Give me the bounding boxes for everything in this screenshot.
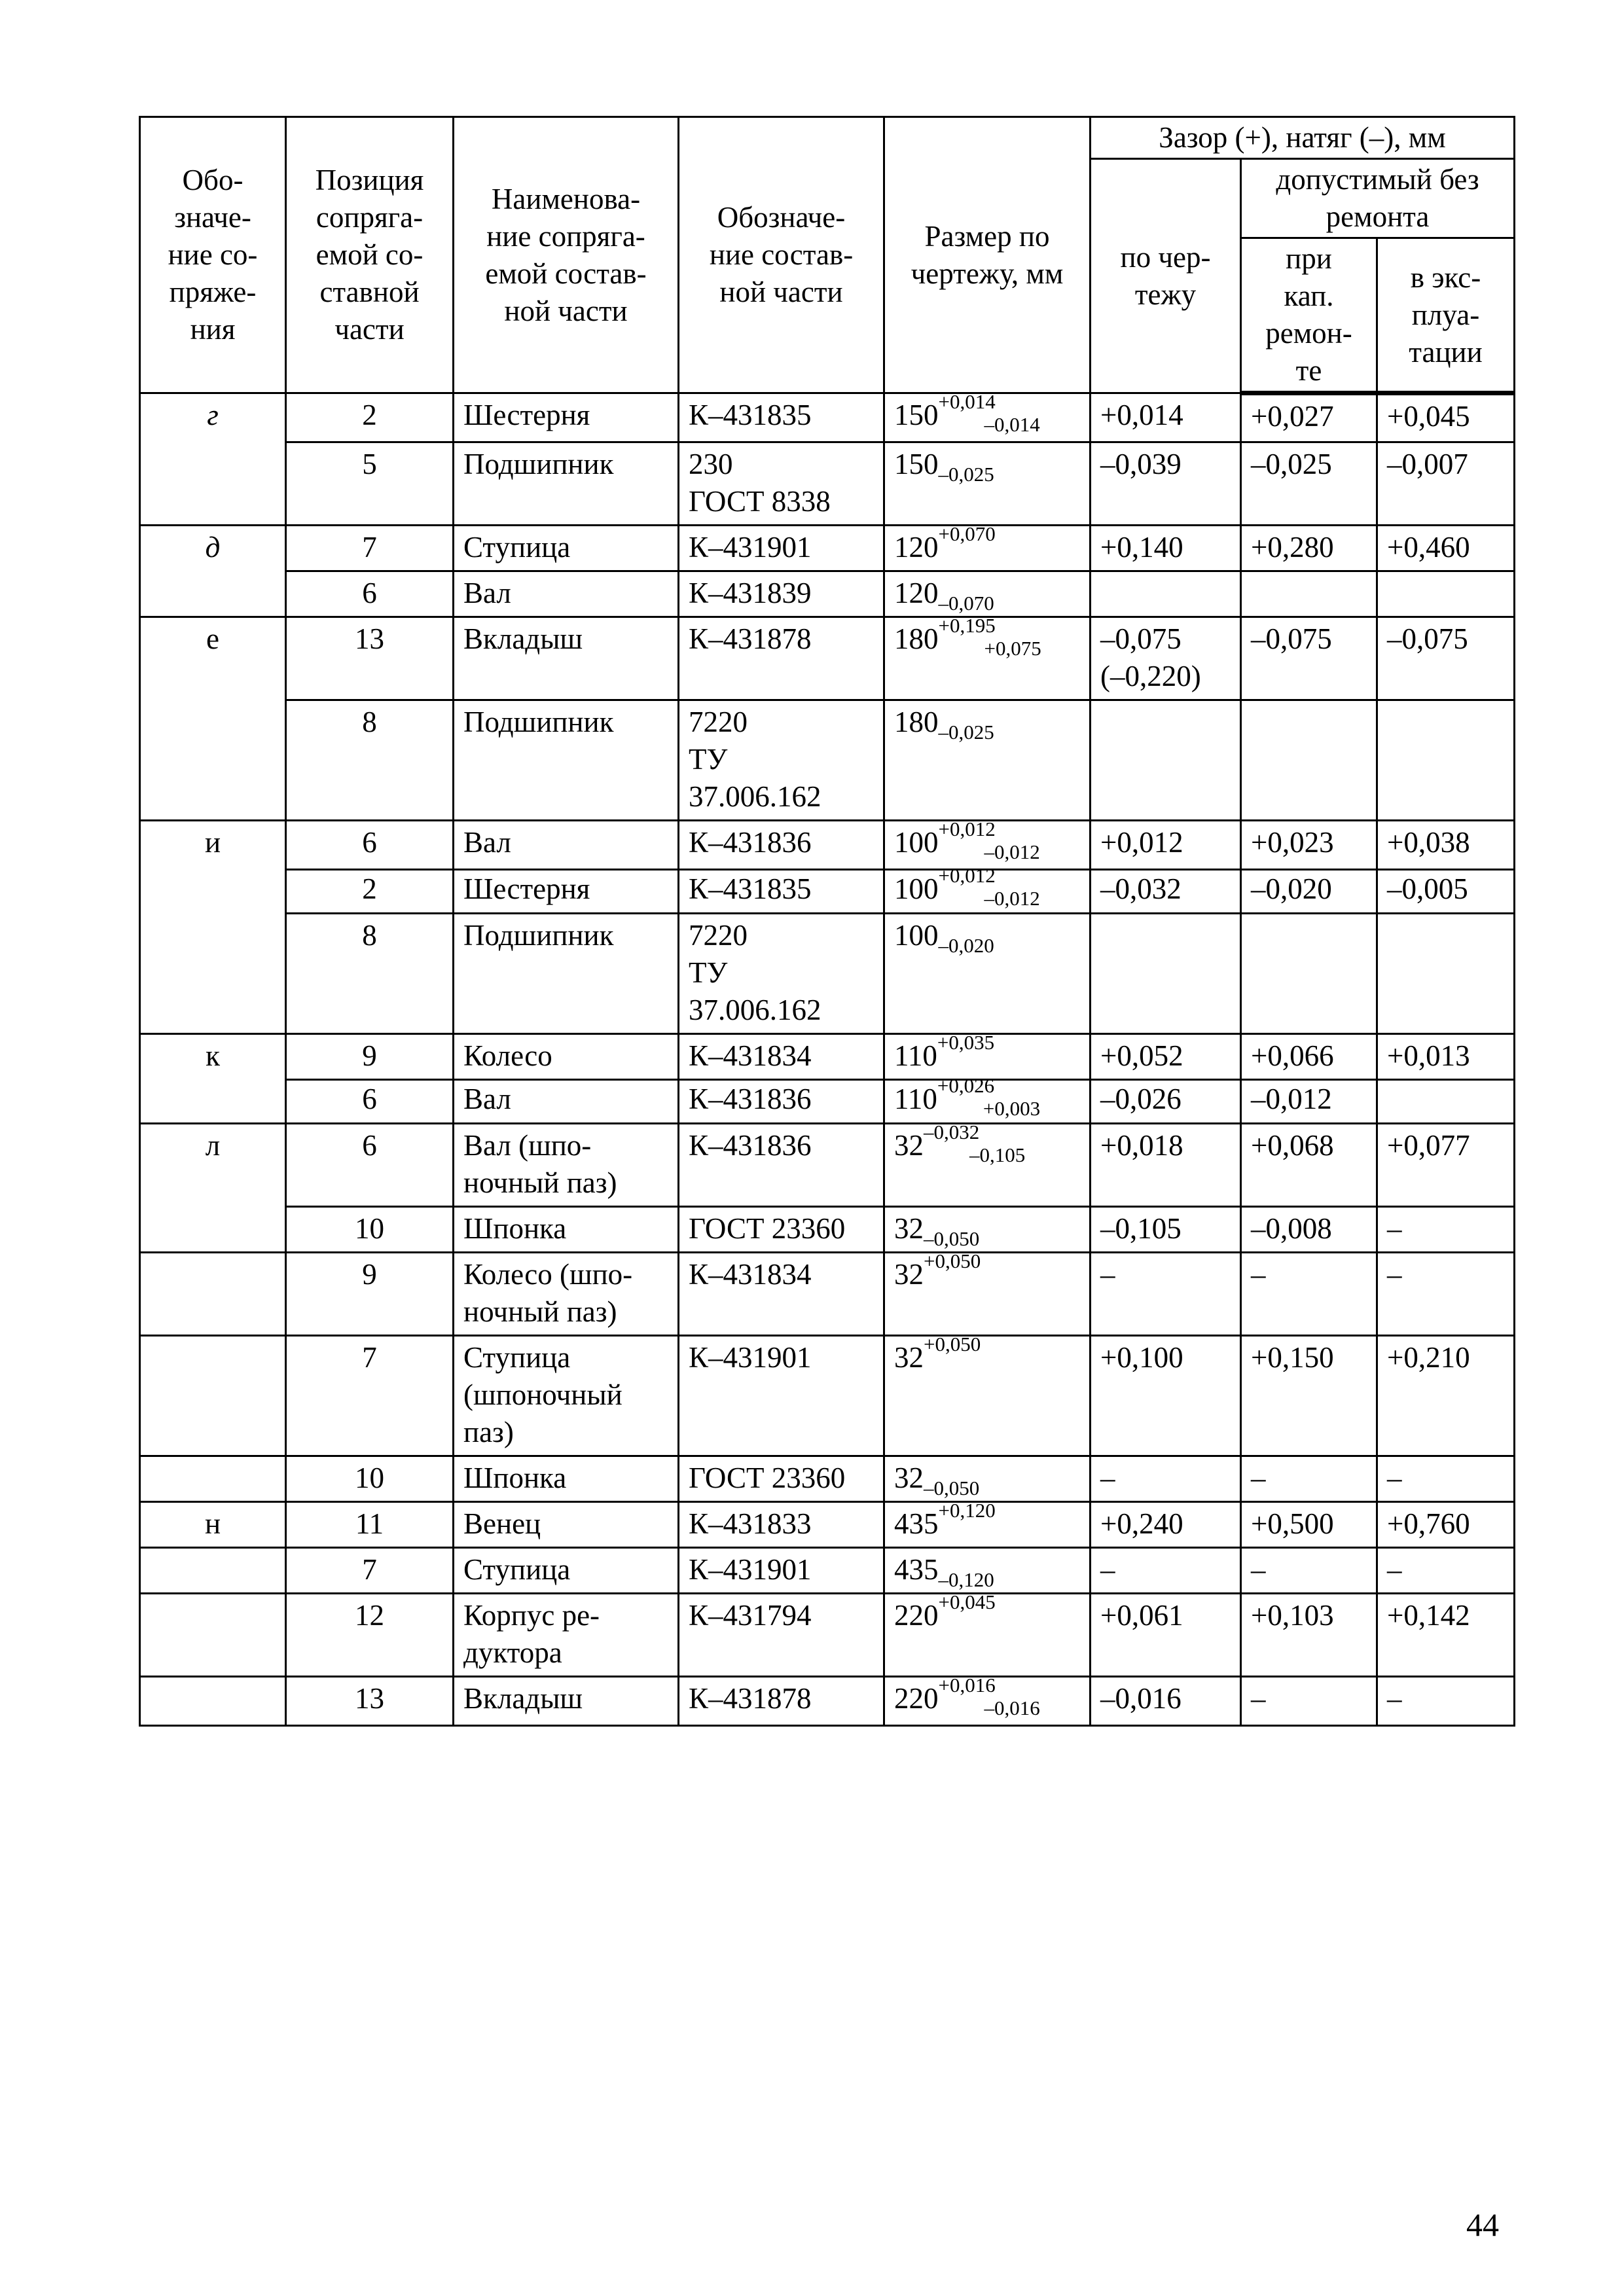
size-base: 150 <box>894 448 939 480</box>
cell-size <box>884 1590 1091 1677</box>
tolerance-lower: –0,105 <box>969 1143 1026 1166</box>
table-row <box>140 1677 1515 1726</box>
cell-group: г <box>140 393 286 526</box>
cell-size <box>884 914 1091 1034</box>
cell-by-drawing <box>1091 914 1241 1034</box>
header-overhaul: при кап. ремон- те <box>1241 238 1377 393</box>
cell-by-drawing: –0,105 <box>1091 1207 1241 1253</box>
cell-size <box>884 571 1091 617</box>
cell-overhaul: +0,103 <box>1241 1594 1377 1677</box>
size-tolerance <box>938 390 1040 437</box>
cell-name: Ступица (шпоночный паз) <box>454 1336 679 1456</box>
cell-designation: К–431901 <box>679 526 884 571</box>
cell-size <box>884 1249 1091 1336</box>
cell-position: 10 <box>286 1207 454 1253</box>
size-tolerance <box>938 1674 1040 1721</box>
cell-size <box>884 390 1091 442</box>
tolerance-lower: +0,003 <box>983 1097 1041 1120</box>
size-tolerance <box>938 522 996 549</box>
cell-overhaul: – <box>1241 1253 1377 1336</box>
tolerance-upper: +0,120 <box>938 1499 996 1522</box>
header-designation: Обозначе- ние состав- ной части <box>679 117 884 393</box>
table-row <box>140 1207 1515 1253</box>
table-row <box>140 571 1515 617</box>
cell-operation: +0,045 <box>1377 393 1515 442</box>
cell-by-drawing: – <box>1091 1456 1241 1502</box>
cell-operation: – <box>1377 1677 1515 1726</box>
cell-position: 13 <box>286 617 454 700</box>
header-allowed-title: допустимый без ремонта <box>1241 159 1515 238</box>
cell-overhaul: –0,020 <box>1241 870 1377 914</box>
cell-size <box>884 1031 1091 1080</box>
table-row <box>140 617 1515 700</box>
cell-size <box>884 442 1091 526</box>
size-tolerance <box>938 614 1041 661</box>
tolerance-lower: –0,050 <box>924 1227 980 1250</box>
table-row <box>140 914 1515 1034</box>
tolerance-upper: +0,050 <box>924 1249 981 1272</box>
cell-name: Вал <box>454 571 679 617</box>
cell-overhaul: +0,500 <box>1241 1502 1377 1548</box>
tolerance-upper: +0,195 <box>938 614 996 637</box>
tolerance-upper: +0,012 <box>938 817 996 840</box>
size-base: 100 <box>894 872 939 905</box>
size-base: 180 <box>894 622 939 655</box>
cell-group: л <box>140 1124 286 1253</box>
cell-operation <box>1377 1080 1515 1124</box>
header-by-drawing: по чер- тежу <box>1091 159 1241 393</box>
size-base: 32 <box>894 1129 924 1162</box>
cell-position: 6 <box>286 1124 454 1207</box>
cell-overhaul: +0,150 <box>1241 1336 1377 1456</box>
cell-size <box>884 1074 1091 1124</box>
header-position: Позиция сопряга- емой со- ставной части <box>286 117 454 393</box>
cell-size <box>884 1121 1091 1207</box>
cell-operation: – <box>1377 1207 1515 1253</box>
cell-overhaul: +0,027 <box>1241 393 1377 442</box>
cell-by-drawing <box>1091 571 1241 617</box>
table-row <box>140 870 1515 914</box>
table-row <box>140 393 1515 442</box>
tolerance-upper: +0,026 <box>937 1074 995 1097</box>
cell-overhaul: –0,008 <box>1241 1207 1377 1253</box>
cell-size <box>884 1548 1091 1594</box>
cell-overhaul: +0,068 <box>1241 1124 1377 1207</box>
cell-operation <box>1377 571 1515 617</box>
cell-designation: К–431834 <box>679 1034 884 1080</box>
cell-name: Ступица <box>454 526 679 571</box>
cell-operation: +0,460 <box>1377 526 1515 571</box>
cell-position: 12 <box>286 1594 454 1677</box>
tolerance-upper: –0,032 <box>924 1121 980 1143</box>
cell-by-drawing: –0,039 <box>1091 442 1241 526</box>
cell-designation: ГОСТ 23360 <box>679 1456 884 1502</box>
cell-designation: К–431836 <box>679 1080 884 1124</box>
cell-by-drawing: +0,018 <box>1091 1124 1241 1207</box>
cell-name: Вал (шпо- ночный паз) <box>454 1124 679 1207</box>
cell-size <box>884 1674 1091 1726</box>
cell-size <box>884 522 1091 571</box>
size-tolerance <box>924 1333 981 1359</box>
cell-designation: К–431834 <box>679 1253 884 1336</box>
table-row <box>140 1502 1515 1548</box>
cell-name: Подшипник <box>454 914 679 1034</box>
cell-by-drawing: –0,032 <box>1091 870 1241 914</box>
cell-group <box>140 1253 286 1336</box>
cell-overhaul <box>1241 571 1377 617</box>
cell-position: 6 <box>286 1080 454 1124</box>
cell-name: Вал <box>454 821 679 870</box>
cell-by-drawing: +0,014 <box>1091 393 1241 442</box>
table-body <box>140 390 1515 1726</box>
table-row <box>140 1548 1515 1594</box>
cell-operation: –0,005 <box>1377 870 1515 914</box>
cell-size <box>884 1456 1091 1502</box>
cell-by-drawing: –0,026 <box>1091 1080 1241 1124</box>
size-base: 100 <box>894 826 939 859</box>
cell-group: и <box>140 821 286 1034</box>
cell-operation: –0,007 <box>1377 442 1515 526</box>
cell-group: к <box>140 1034 286 1124</box>
cell-name: Шпонка <box>454 1456 679 1502</box>
tolerance-lower: –0,012 <box>984 887 1040 910</box>
tolerance-lower: –0,050 <box>924 1477 980 1499</box>
cell-overhaul: –0,025 <box>1241 442 1377 526</box>
cell-by-drawing: +0,140 <box>1091 526 1241 571</box>
cell-designation: К–431878 <box>679 617 884 700</box>
cell-designation: К–431833 <box>679 1502 884 1548</box>
header-operation: в экс- плуа- тации <box>1377 238 1515 393</box>
cell-group <box>140 1456 286 1502</box>
cell-by-drawing: – <box>1091 1253 1241 1336</box>
cell-position: 7 <box>286 526 454 571</box>
size-base: 100 <box>894 919 939 952</box>
cell-designation: К–431835 <box>679 870 884 914</box>
cell-by-drawing: –0,016 <box>1091 1677 1241 1726</box>
tolerance-upper: +0,045 <box>938 1590 996 1613</box>
cell-overhaul: – <box>1241 1677 1377 1726</box>
mating-parts-table <box>139 116 1515 1727</box>
cell-overhaul: – <box>1241 1456 1377 1502</box>
cell-designation: К–431901 <box>679 1548 884 1594</box>
cell-designation: К–431836 <box>679 821 884 870</box>
cell-name: Венец <box>454 1502 679 1548</box>
tolerance-upper: +0,014 <box>938 390 996 413</box>
size-base: 110 <box>894 1039 937 1072</box>
cell-position: 5 <box>286 442 454 526</box>
tolerance-lower: –0,020 <box>938 934 994 957</box>
cell-designation: ГОСТ 23360 <box>679 1207 884 1253</box>
cell-position: 7 <box>286 1336 454 1456</box>
table-row <box>140 1253 1515 1336</box>
cell-designation: 7220 ТУ 37.006.162 <box>679 914 884 1034</box>
size-base: 32 <box>894 1341 924 1374</box>
cell-size <box>884 700 1091 821</box>
size-base: 32 <box>894 1258 924 1291</box>
tolerance-lower: –0,025 <box>938 463 994 486</box>
cell-group <box>140 1677 286 1726</box>
size-tolerance <box>938 446 994 486</box>
table-row <box>140 700 1515 821</box>
tolerance-upper: +0,070 <box>938 522 996 545</box>
tolerance-upper: +0,016 <box>938 1674 996 1696</box>
size-tolerance <box>938 864 1040 911</box>
cell-by-drawing: –0,075 (–0,220) <box>1091 617 1241 700</box>
cell-operation <box>1377 914 1515 1034</box>
cell-name: Колесо (шпо- ночный паз) <box>454 1253 679 1336</box>
cell-designation: К–431836 <box>679 1124 884 1207</box>
tolerance-lower: –0,070 <box>938 592 994 615</box>
size-tolerance <box>937 1074 1041 1121</box>
cell-name: Ступица <box>454 1548 679 1594</box>
cell-position: 9 <box>286 1253 454 1336</box>
cell-position: 2 <box>286 393 454 442</box>
tolerance-lower: +0,075 <box>984 637 1041 660</box>
cell-operation: – <box>1377 1253 1515 1336</box>
cell-size <box>884 1333 1091 1456</box>
cell-position: 11 <box>286 1502 454 1548</box>
size-tolerance <box>924 1121 1026 1168</box>
cell-designation: К–431901 <box>679 1336 884 1456</box>
cell-size <box>884 817 1091 870</box>
table-header <box>140 117 1515 393</box>
cell-position: 7 <box>286 1548 454 1594</box>
cell-name: Шестерня <box>454 870 679 914</box>
size-tolerance <box>938 704 994 744</box>
cell-group <box>140 1548 286 1594</box>
page-number: 44 <box>1466 2206 1499 2243</box>
cell-position: 6 <box>286 821 454 870</box>
cell-operation <box>1377 700 1515 821</box>
tolerance-upper: +0,012 <box>938 864 996 887</box>
size-tolerance <box>937 1031 995 1058</box>
size-tolerance <box>938 1499 996 1526</box>
cell-operation: +0,760 <box>1377 1502 1515 1548</box>
cell-by-drawing: +0,100 <box>1091 1336 1241 1456</box>
size-tolerance <box>938 575 994 615</box>
header-gap-title: Зазор (+), натяг (–), мм <box>1091 117 1515 159</box>
table-row <box>140 526 1515 571</box>
cell-operation: +0,210 <box>1377 1336 1515 1456</box>
tolerance-lower: –0,012 <box>984 840 1040 863</box>
cell-position: 8 <box>286 914 454 1034</box>
cell-size <box>884 1499 1091 1548</box>
cell-group: д <box>140 526 286 617</box>
size-tolerance <box>924 1249 981 1276</box>
table-row <box>140 1034 1515 1080</box>
cell-group <box>140 1336 286 1456</box>
cell-position: 2 <box>286 870 454 914</box>
size-base: 150 <box>894 399 939 431</box>
size-base: 435 <box>894 1553 939 1586</box>
size-base: 220 <box>894 1682 939 1715</box>
tolerance-lower: –0,014 <box>984 413 1040 436</box>
cell-overhaul: +0,280 <box>1241 526 1377 571</box>
cell-designation: 7220 ТУ 37.006.162 <box>679 700 884 821</box>
size-base: 32 <box>894 1212 924 1245</box>
size-base: 120 <box>894 531 939 564</box>
cell-position: 9 <box>286 1034 454 1080</box>
cell-size <box>884 1207 1091 1253</box>
table-row <box>140 1456 1515 1502</box>
cell-name: Вкладыш <box>454 617 679 700</box>
cell-operation: +0,077 <box>1377 1124 1515 1207</box>
size-tolerance <box>938 917 994 957</box>
header-group: Обо- значе- ние со- пряже- ния <box>140 117 286 393</box>
cell-name: Вал <box>454 1080 679 1124</box>
cell-overhaul: +0,023 <box>1241 821 1377 870</box>
size-base: 220 <box>894 1599 939 1632</box>
size-tolerance <box>938 1551 994 1591</box>
cell-name: Вкладыш <box>454 1677 679 1726</box>
cell-position: 8 <box>286 700 454 821</box>
cell-by-drawing: – <box>1091 1548 1241 1594</box>
cell-by-drawing: +0,061 <box>1091 1594 1241 1677</box>
cell-by-drawing <box>1091 700 1241 821</box>
cell-designation: К–431839 <box>679 571 884 617</box>
cell-group: е <box>140 617 286 821</box>
cell-overhaul <box>1241 914 1377 1034</box>
cell-name: Подшипник <box>454 700 679 821</box>
table-row <box>140 442 1515 526</box>
tolerance-lower: –0,120 <box>938 1568 994 1591</box>
tolerance-lower: –0,025 <box>938 721 994 744</box>
size-tolerance <box>938 817 1040 865</box>
cell-designation: 230 ГОСТ 8338 <box>679 442 884 526</box>
cell-position: 6 <box>286 571 454 617</box>
size-tolerance <box>938 1590 996 1617</box>
cell-name: Шпонка <box>454 1207 679 1253</box>
header-size: Размер по чертежу, мм <box>884 117 1091 393</box>
cell-name: Подшипник <box>454 442 679 526</box>
table-row <box>140 1124 1515 1207</box>
cell-operation: +0,038 <box>1377 821 1515 870</box>
cell-overhaul: –0,075 <box>1241 617 1377 700</box>
table-row <box>140 1336 1515 1456</box>
size-tolerance <box>924 1210 980 1250</box>
table-row <box>140 821 1515 870</box>
cell-name: Корпус ре- дуктора <box>454 1594 679 1677</box>
cell-size <box>884 614 1091 700</box>
size-tolerance <box>924 1460 980 1499</box>
table-row <box>140 1080 1515 1124</box>
cell-overhaul: +0,066 <box>1241 1034 1377 1080</box>
cell-designation: К–431794 <box>679 1594 884 1677</box>
cell-position: 13 <box>286 1677 454 1726</box>
cell-overhaul: – <box>1241 1548 1377 1594</box>
size-base: 120 <box>894 577 939 609</box>
tolerance-lower: –0,016 <box>984 1696 1040 1719</box>
tolerance-upper: +0,050 <box>924 1333 981 1355</box>
size-base: 32 <box>894 1462 924 1494</box>
cell-group <box>140 1594 286 1677</box>
cell-operation: +0,142 <box>1377 1594 1515 1677</box>
cell-group: н <box>140 1502 286 1548</box>
cell-size <box>884 864 1091 914</box>
cell-operation: – <box>1377 1548 1515 1594</box>
cell-overhaul: –0,012 <box>1241 1080 1377 1124</box>
cell-by-drawing: +0,240 <box>1091 1502 1241 1548</box>
table-row <box>140 1594 1515 1677</box>
cell-by-drawing: +0,012 <box>1091 821 1241 870</box>
cell-position: 10 <box>286 1456 454 1502</box>
cell-name: Колесо <box>454 1034 679 1080</box>
cell-designation: К–431835 <box>679 393 884 442</box>
cell-by-drawing: +0,052 <box>1091 1034 1241 1080</box>
cell-designation: К–431878 <box>679 1677 884 1726</box>
size-base: 435 <box>894 1507 939 1540</box>
size-base: 110 <box>894 1083 937 1115</box>
size-base: 180 <box>894 706 939 738</box>
cell-operation: – <box>1377 1456 1515 1502</box>
cell-operation: –0,075 <box>1377 617 1515 700</box>
cell-overhaul <box>1241 700 1377 821</box>
header-name: Наименова- ние сопряга- емой состав- ной части <box>454 117 679 393</box>
tolerance-upper: +0,035 <box>937 1031 995 1054</box>
cell-name: Шестерня <box>454 393 679 442</box>
cell-operation: +0,013 <box>1377 1034 1515 1080</box>
